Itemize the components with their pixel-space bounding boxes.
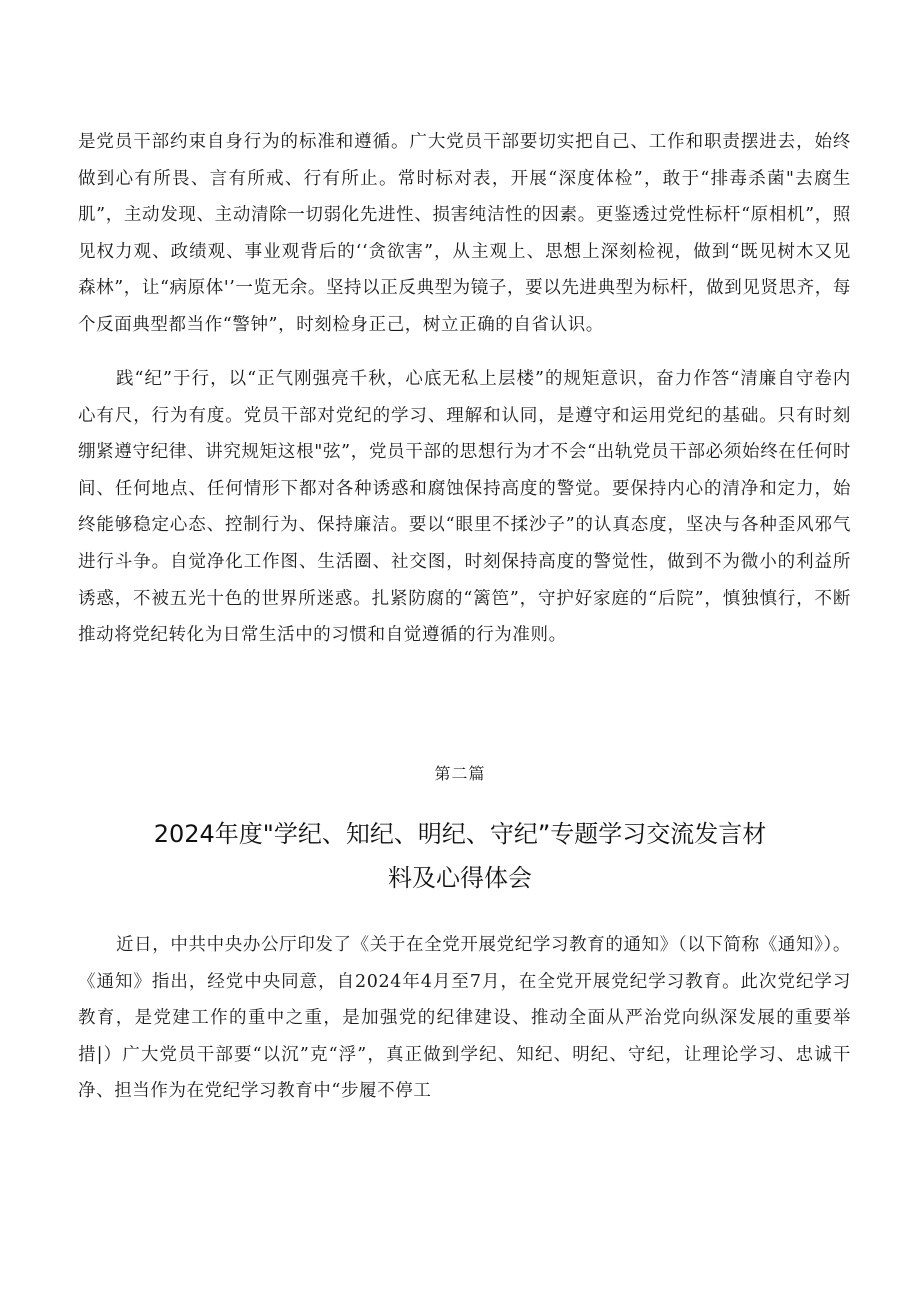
body-paragraph: 践“纪”于行，以“正气刚强亮千秋，心底无私上层楼”的规矩意识，奋力作答“清廉自守卷内心有尺，行为有度。党员干部对党纪的学习、理解和认同，是遵守和运用党纪的基础。只有时刻绷紧遵守纪律、讲究规矩这根"弦”，党员干部的思想行为才不会“出轨党员干部必须始终在任何时间、任何地点、任何情形下都对各种诱惑和腐蚀保持高度的警觉。要保持内心的清净和定力，始终能够稳定心态、控制行为、保持廉洁。要以“眼里不揉沙子”的认真态度，坚决与各种歪风邪气进行斗争。自觉净化工作图、生活圈、社交图，时刻保持高度的警觉性，做到不为微小的利益所诱惑，不被五光十色的世界所迷惑。扎紧防腐的“篱笆”，守护好家庭的“后院”，慎独慎行，不断推动将党纪转化为日常生活中的习惯和自觉遵循的行为准则。	[78, 369, 851, 646]
article-title	[110, 812, 810, 900]
body-paragraph: 近日，中共中央办公厅印发了《关于在全党开展党纪学习教育的通知》（以下简称《通知》）。《通知》指出，经党中央同意，自2024年4月至7月，在全党开展党纪学习教育。此次党纪学习教育，是党建工作的重中之重，是加强党的纪律建设、推动全面从严治党向纵深发展的重要举措|）广大党员干部要“以沉”克“浮”，真正做到学纪、知纪、明纪、守纪，让理论学习、忠诚干净、担当作为在党纪学习教育中“步履不停工	[78, 935, 851, 1102]
section-label: 第二篇	[434, 764, 486, 783]
article-title-line: 2024年度"学纪、知纪、明纪、守纪”专题学习交流发言材	[153, 820, 767, 848]
article-title-line: 料及心得体会	[388, 864, 532, 892]
body-paragraph: 是党员干部约束自身行为的标准和遵循。广大党员干部要切实把自己、工作和职责摆进去，始终做到心有所畏、言有所戒、行有所止。常时标对表，开展“深度体检”，敢于“排毒杀菌"去腐生肌”，主动发现、主动清除一切弱化先进性、损害纯洁性的因素。更鉴透过党性标杆“原相机”，照见权力观、政绩观、事业观背后的‘‘贪欲害”，从主观上、思想上深刻检视，做到“既见树木又见森林”，让“病原体'’一览无余。坚持以正反典型为镜子，要以先进典型为标杆，做到见贤思齐，每个反面典型都当作“警钟”，时刻检身正己，树立正确的自省认识。	[78, 132, 851, 335]
